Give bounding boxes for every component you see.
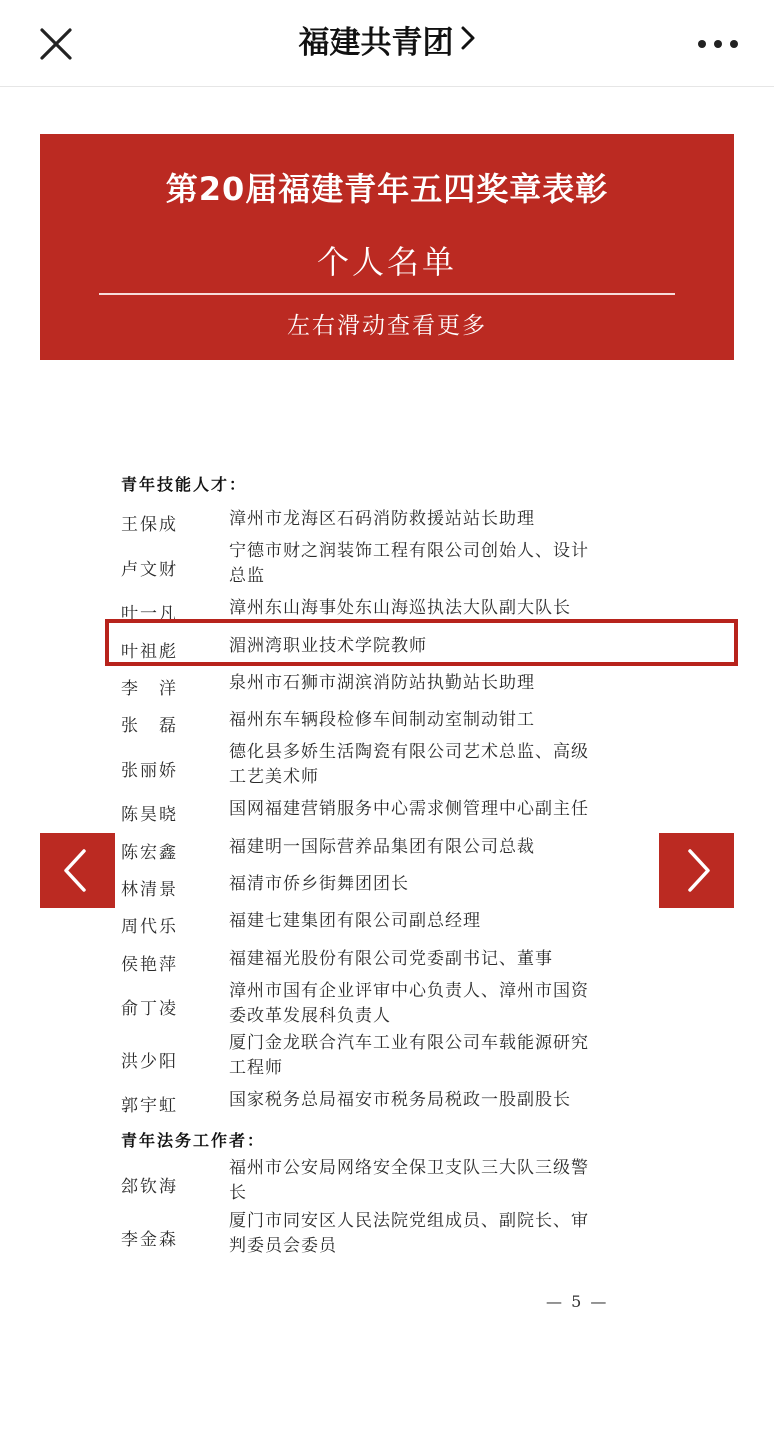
entry-desc: 厦门市同安区人民法院党组成员、副院长、审判委员会委员 (229, 1211, 589, 1256)
page-number: — 5 — (546, 1292, 609, 1311)
entry-name: 张 磊 (121, 716, 178, 736)
entry-name: 陈昊晓 (121, 805, 178, 825)
entry-desc: 宁德市财之润装饰工程有限公司创始人、设计总监 (229, 541, 589, 586)
entry-desc: 福建福光股份有限公司党委副书记、董事 (229, 949, 553, 969)
entry-name: 林清景 (121, 880, 178, 900)
entry-name: 陈宏鑫 (121, 843, 178, 863)
entry-desc: 湄洲湾职业技术学院教师 (229, 636, 427, 656)
next-page-button[interactable] (659, 833, 734, 908)
prev-page-button[interactable] (40, 833, 115, 908)
chevron-right-icon (659, 833, 734, 908)
banner-subtitle: 个人名单 (316, 243, 457, 281)
entry-name: 王保成 (121, 515, 178, 535)
section-heading: 青年技能人才： (121, 475, 248, 494)
entry-name: 张丽娇 (121, 761, 178, 781)
entry-desc: 国网福建营销服务中心需求侧管理中心副主任 (229, 799, 589, 819)
entry-desc: 厦门金龙联合汽车工业有限公司车载能源研究工程师 (229, 1033, 589, 1078)
entry-name: 郐钦海 (121, 1177, 178, 1197)
banner-title: 第20届福建青年五四奖章表彰 (165, 170, 609, 208)
entry-desc: 国家税务总局福安市税务局税政一股副股长 (229, 1090, 571, 1110)
entry-desc: 漳州市龙海区石码消防救援站站长助理 (229, 509, 535, 529)
page-title: 福建共青团 (298, 25, 454, 61)
entry-desc: 漳州东山海事处东山海巡执法大队副大队长 (229, 598, 571, 618)
entry-desc: 泉州市石狮市湖滨消防站执勤站长助理 (229, 673, 535, 693)
chevron-left-icon (40, 833, 115, 908)
entry-desc: 漳州市国有企业评审中心负责人、漳州市国资委改革发展科负责人 (229, 981, 589, 1026)
entry-desc: 福建明一国际营养品集团有限公司总裁 (229, 837, 535, 857)
entry-name: 侯艳萍 (121, 955, 178, 975)
entry-name: 洪少阳 (121, 1052, 178, 1072)
entry-desc: 德化县多娇生活陶瓷有限公司艺术总监、高级工艺美术师 (229, 742, 589, 787)
swipe-hint: 左右滑动查看更多 (287, 313, 487, 339)
entry-name: 叶祖彪 (121, 642, 178, 662)
entry-name: 郭宇虹 (121, 1096, 178, 1116)
entry-desc: 福清市侨乡街舞团团长 (229, 874, 409, 894)
entry-desc: 福州东车辆段检修车间制动室制动钳工 (229, 710, 535, 730)
entry-desc: 福建七建集团有限公司副总经理 (229, 911, 481, 931)
entry-name: 叶一凡 (121, 604, 178, 624)
entry-name: 周代乐 (121, 917, 178, 937)
entry-desc: 福州市公安局网络安全保卫支队三大队三级警长 (229, 1158, 589, 1203)
entry-name: 李 洋 (121, 679, 178, 699)
entry-name: 俞丁凌 (121, 999, 178, 1019)
section-heading: 青年法务工作者： (121, 1131, 266, 1150)
entry-name: 卢文财 (121, 560, 178, 580)
entry-name: 李金森 (121, 1230, 178, 1250)
